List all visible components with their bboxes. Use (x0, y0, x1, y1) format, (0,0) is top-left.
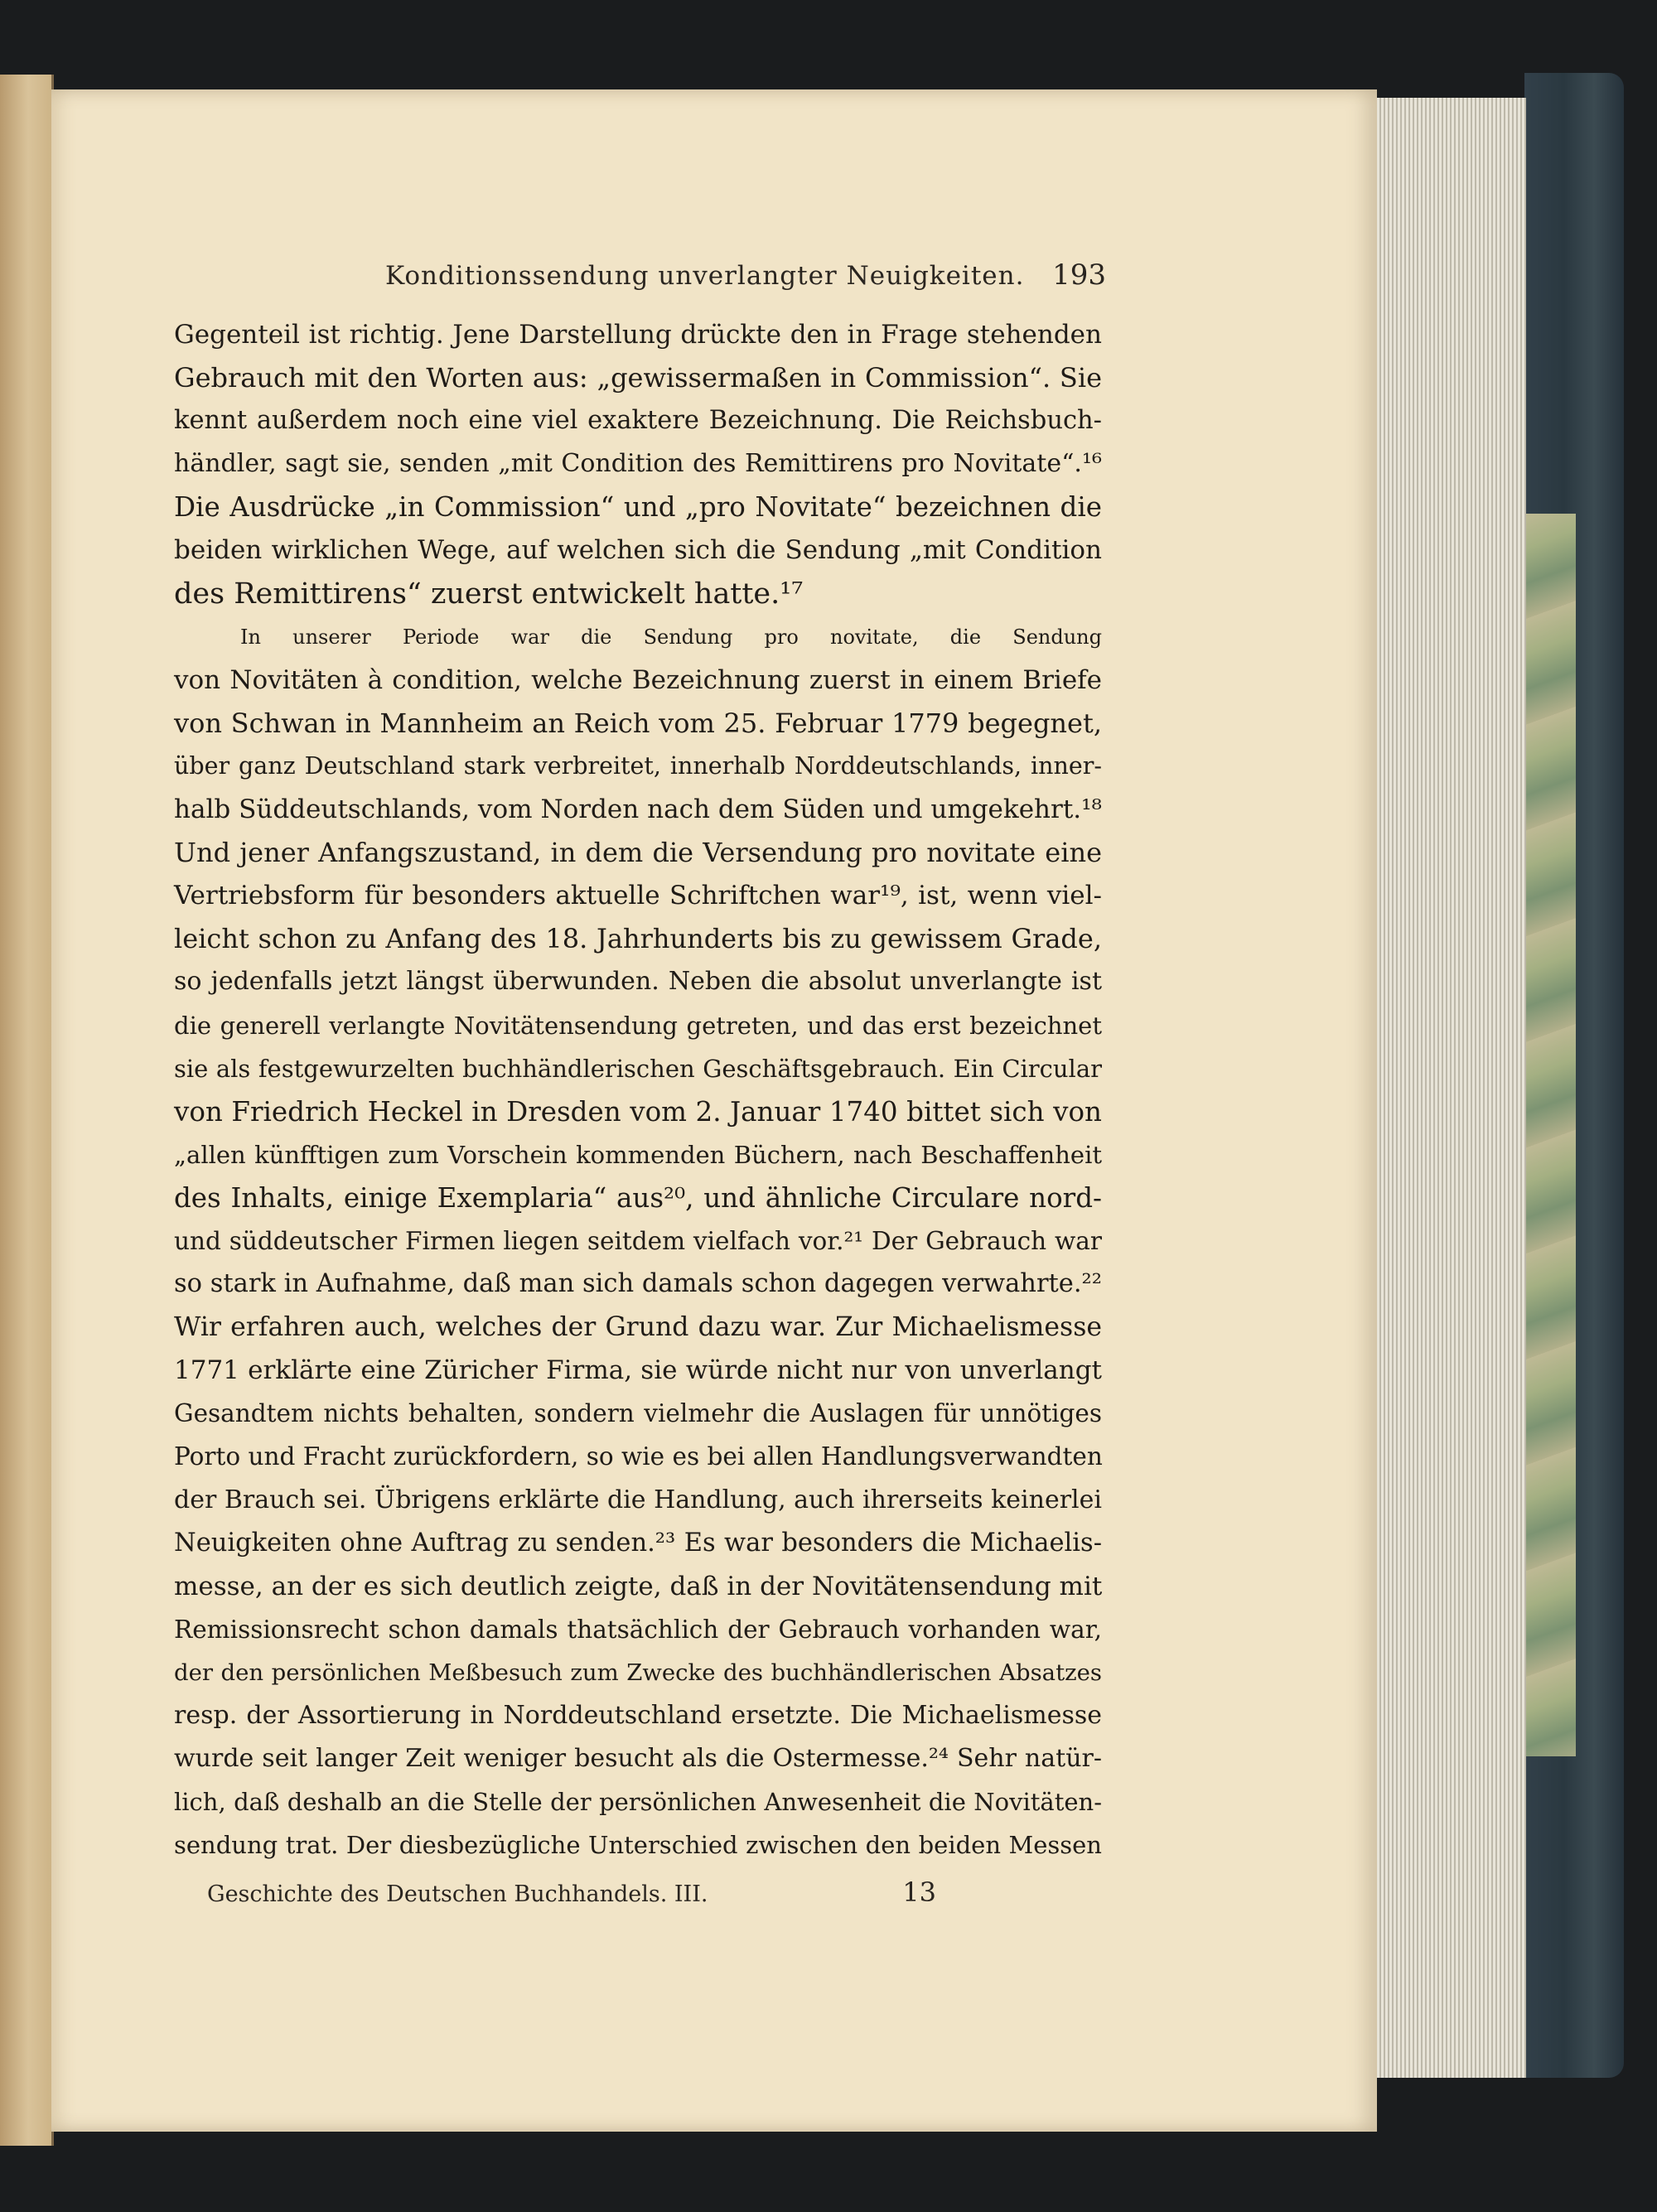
running-title: Konditionssendung unverlangter Neuigkeiten. (385, 261, 1025, 291)
page-number: 193 (1052, 258, 1106, 292)
text-line: von Friedrich Heckel in Dresden vom 2. Januar 1740 bittet sich von (174, 1095, 1102, 1128)
text-line: der den persönlichen Meßbesuch zum Zwecke des buchhändlerischen Absatzes (174, 1659, 1102, 1686)
text-line: lich, daß deshalb an die Stelle der persönlichen Anwesenheit die Novitäten- (174, 1788, 1102, 1817)
text-line: Remissionsrecht schon damals thatsächlich der Gebrauch vorhanden war, (174, 1615, 1102, 1644)
text-line: kennt außerdem noch eine viel exaktere Bezeichnung. Die Reichsbuch- (174, 406, 1102, 436)
text-line: des Inhalts, einige Exemplaria“ aus²⁰, und ähnliche Circulare nord- (174, 1181, 1102, 1214)
text-line: die generell verlangte Novitätensendung getreten, und das erst bezeichnet (174, 1011, 1102, 1040)
text-line: Porto und Fracht zurückfordern, so wie es bei allen Handlungsverwandten (174, 1442, 1103, 1471)
text-line: Vertriebsform für besonders aktuelle Schriftchen war¹⁹, ist, wenn viel- (174, 881, 1102, 911)
text-line: wurde seit langer Zeit weniger besucht als die Ostermesse.²⁴ Sehr natür- (174, 1744, 1102, 1774)
text-line: über ganz Deutschland stark verbreitet, innerhalb Norddeutschlands, inner- (174, 751, 1102, 780)
text-line: messe, an der es sich deutlich zeigte, daß in der Novitätensendung mit (174, 1571, 1103, 1601)
footer-book-title: Geschichte des Deutschen Buchhandels. III. (207, 1881, 708, 1907)
text-line: leicht schon zu Anfang des 18. Jahrhunderts bis zu gewissem Grade, (174, 923, 1102, 955)
text-line: 1771 erklärte eine Züricher Firma, sie würde nicht nur von unverlangt (174, 1355, 1102, 1386)
text-line: sendung trat. Der diesbezügliche Unterschied zwischen den beiden Messen (174, 1831, 1102, 1860)
text-line: beiden wirklichen Wege, auf welchen sich die Sendung „mit Condition (174, 535, 1102, 566)
left-page-binding (0, 75, 54, 2146)
text-line: händler, sagt sie, senden „mit Condition des Remittirens pro Novitate“.¹⁶ (174, 449, 1102, 479)
text-line: In unserer Periode war die Sendung pro novitate, die Sendung (240, 625, 1102, 649)
running-header (178, 258, 1106, 308)
text-line: von Novitäten à condition, welche Bezeichnung zuerst in einem Briefe (174, 664, 1102, 695)
body-text (174, 313, 1102, 1867)
page-footer (207, 1876, 936, 1918)
text-line: Gesandtem nichts behalten, sondern vielmehr die Auslagen für unnötiges (174, 1399, 1102, 1428)
text-line: Die Ausdrücke „in Commission“ und „pro Novitate“ bezeichnen die (174, 491, 1102, 524)
text-line: von Schwan in Mannheim an Reich vom 25. Februar 1779 begegnet, (174, 707, 1102, 739)
text-line: sie als festgewurzelten buchhändlerischen Geschäftsgebrauch. Ein Circular (174, 1054, 1102, 1083)
text-line: Gebrauch mit den Worten aus: „gewissermaßen in Commission“. Sie (174, 362, 1102, 394)
text-line: Gegenteil ist richtig. Jene Darstellung drückte den in Frage stehenden (174, 320, 1102, 350)
torn-cover-lining (1524, 514, 1576, 1756)
text-line: Neuigkeiten ohne Auftrag zu senden.²³ Es war besonders die Michaelis- (174, 1528, 1102, 1558)
text-line: resp. der Assortierung in Norddeutschland ersetzte. Die Michaelismesse (174, 1701, 1102, 1730)
text-line: halb Süddeutschlands, vom Norden nach dem Süden und umgekehrt.¹⁸ (174, 794, 1102, 825)
printer-signature: 13 (902, 1876, 936, 1908)
text-line: Wir erfahren auch, welches der Grund dazu war. Zur Michaelismesse (174, 1312, 1102, 1343)
text-line: des Remittirens“ zuerst entwickelt hatte.¹⁷ (174, 577, 804, 611)
text-line: der Brauch sei. Übrigens erklärte die Handlung, auch ihrerseits keinerlei (174, 1485, 1102, 1514)
page-stack-edges (1375, 98, 1526, 2078)
text-line: so stark in Aufnahme, daß man sich damals schon dagegen verwahrte.²² (174, 1269, 1102, 1299)
text-line: „allen künfftigen zum Vorschein kommenden Büchern, nach Beschaffenheit (174, 1140, 1102, 1169)
text-line: Und jener Anfangszustand, in dem die Versendung pro novitate eine (174, 837, 1102, 869)
text-line: so jedenfalls jetzt längst überwunden. Neben die absolut unverlangte ist (174, 967, 1102, 997)
text-line: und süddeutscher Firmen liegen seitdem vielfach vor.²¹ Der Gebrauch war (174, 1226, 1102, 1255)
